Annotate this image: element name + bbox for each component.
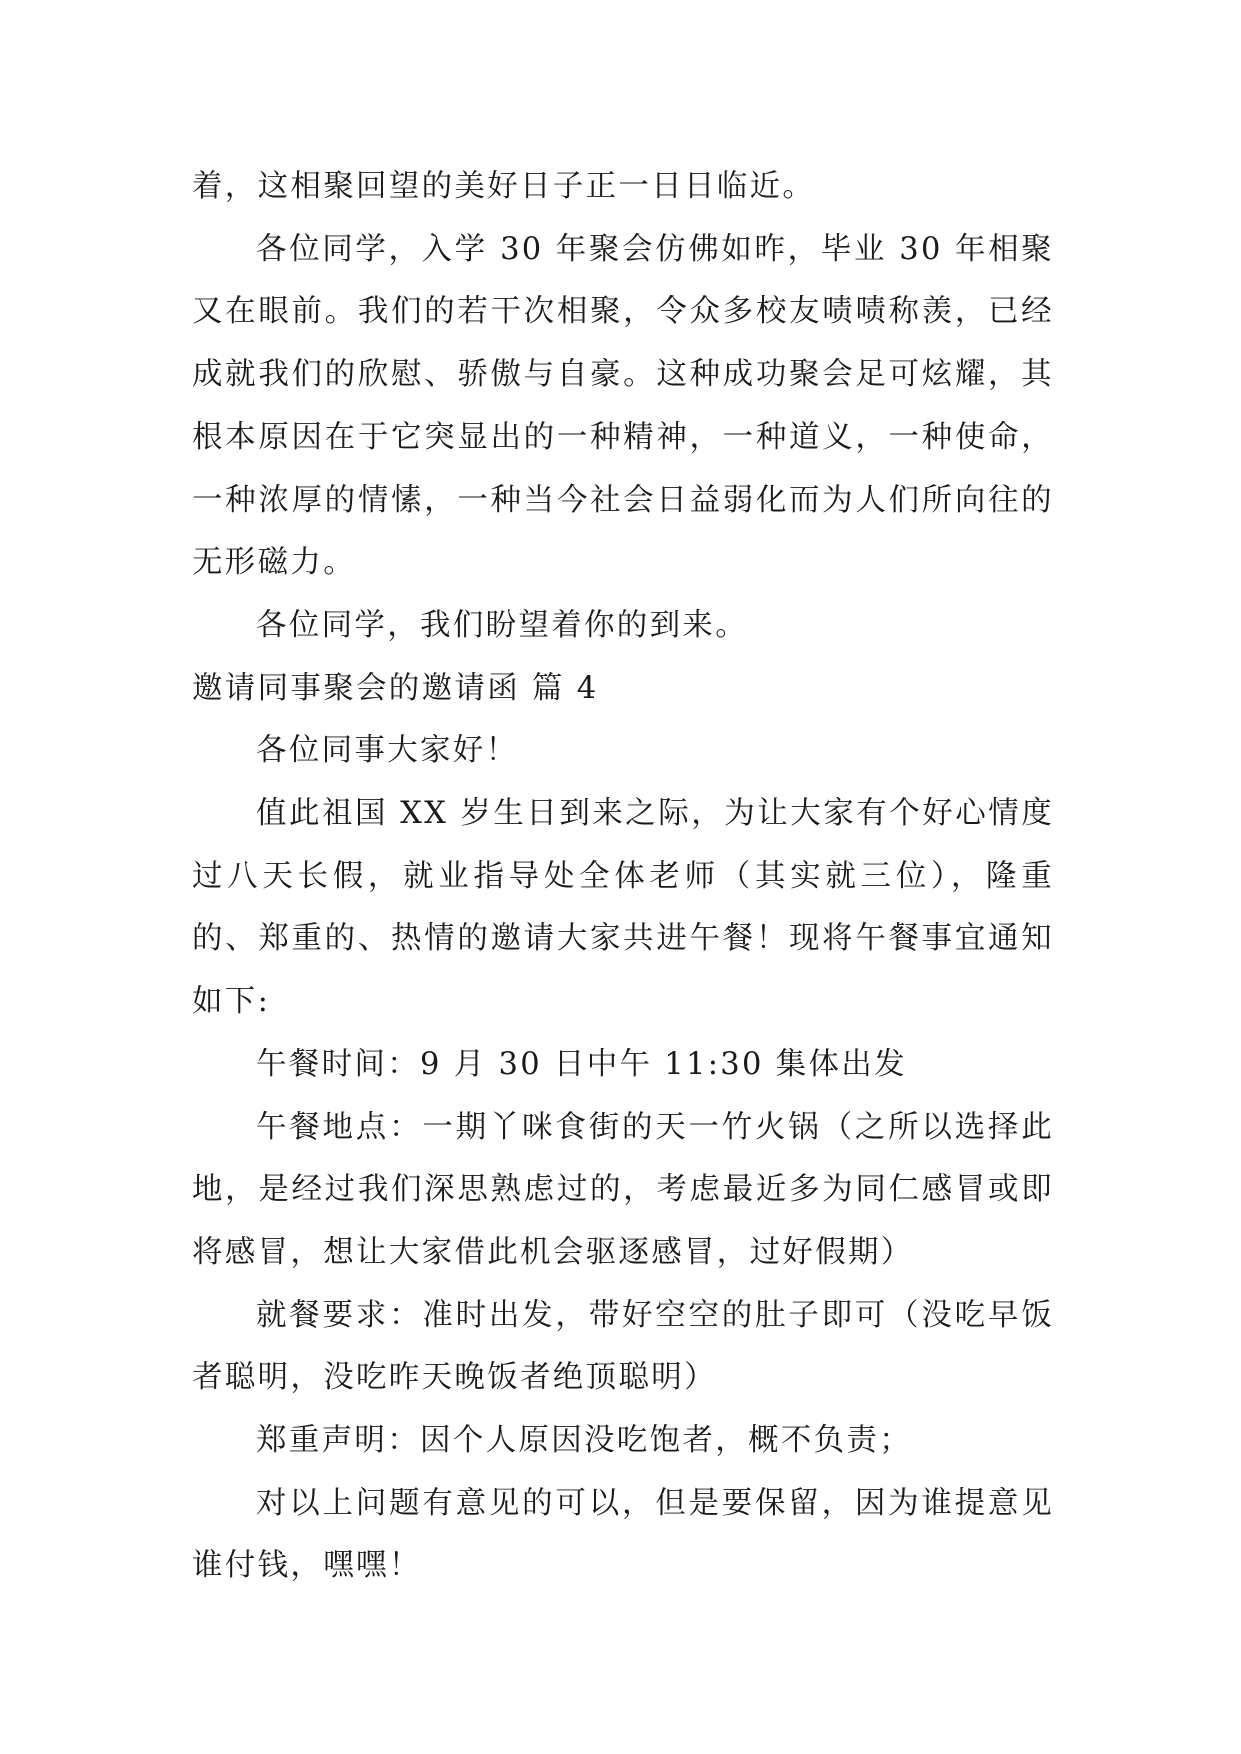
paragraph-closing: 对以上问题有意见的可以，但是要保留，因为谁提意见谁付钱，嘿嘿！: [192, 1485, 1054, 1584]
paragraph-invitation: 值此祖国 XX 岁生日到来之际，为让大家有个好心情度过八天长假，就业指导处全体老师（其实就三位），隆重的、郑重的、热情的邀请大家共进午餐！现将午餐事宜通知如下:: [192, 796, 1054, 1020]
paragraph-greeting: 各位同事大家好！: [256, 733, 519, 769]
paragraph-dining-requirements: 就餐要求：准时出发，带好空空的肚子即可（没吃早饭者聪明，没吃昨天晚饭者绝顶聪明）: [192, 1297, 1054, 1396]
paragraph-classmates-reunion: 各位同学，入学 30 年聚会仿佛如昨，毕业 30 年相聚又在眼前。我们的若干次相聚，令众多校友啧啧称羡，已经成就我们的欣慰、骄傲与自豪。这种成功聚会足可炫耀，其根本原因在于它突显出的一种精神，一种道义，一种使命，一种浓厚的情愫，一种当今社会日益弱化而为人们所向往的无形磁力。: [192, 231, 1054, 581]
paragraph-looking-forward: 各位同学，我们盼望着你的到来。: [256, 607, 748, 643]
paragraph-lunch-time: 午餐时间：9 月 30 日中午 11:30 集体出发: [256, 1046, 907, 1082]
paragraph-lunch-location: 午餐地点：一期丫咪食街的天一竹火锅（之所以选择此地，是经过我们深思熟虑过的，考虑最近多为同仁感冒或即将感冒，想让大家借此机会驱逐感冒，过好假期）: [192, 1109, 1054, 1270]
section-heading: 邀请同事聚会的邀请函 篇 4: [192, 670, 599, 706]
paragraph-continuation: 着，这相聚回望的美好日子正一日日临近。: [192, 169, 816, 204]
paragraph-disclaimer: 郑重声明：因个人原因没吃饱者，概不负责；: [256, 1423, 912, 1459]
document-body: [192, 156, 1054, 1598]
